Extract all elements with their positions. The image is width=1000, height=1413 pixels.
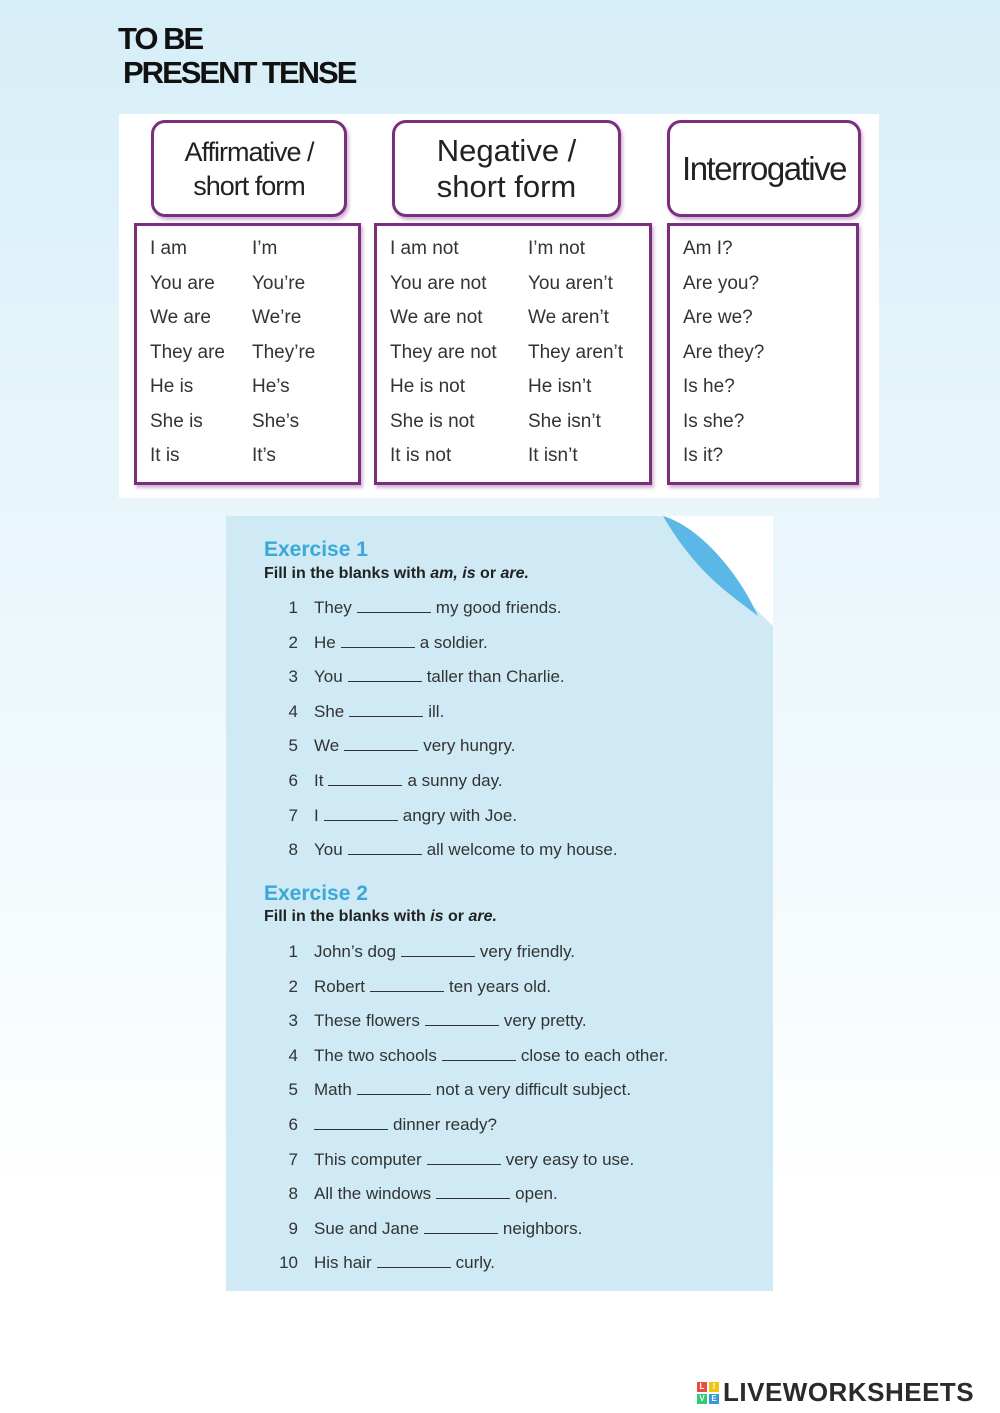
answer-blank[interactable] [348, 840, 422, 855]
exercise2-item-after: ten years old. [449, 976, 552, 996]
exercise2-item-before: All the windows [314, 1184, 432, 1204]
page-title-line2: PRESENT TENSE [123, 55, 356, 90]
interrogative-question: Is he? [683, 376, 735, 397]
exercise1-item-before: She [314, 701, 345, 721]
answer-blank[interactable] [436, 1184, 510, 1199]
affirmative-full: She is [150, 410, 203, 432]
exercise2-item-number: 5 [288, 1080, 298, 1100]
exercise2-item-sentence [314, 1253, 495, 1273]
exercise1-item-after: all welcome to my house. [426, 840, 618, 860]
negative-short: I’m not [528, 238, 586, 259]
exercise2-item-sentence [314, 1011, 587, 1031]
answer-blank[interactable] [424, 1219, 498, 1234]
negative-row [377, 342, 649, 376]
exercise2-item-sentence [314, 942, 575, 962]
negative-full: We are not [390, 307, 483, 328]
answer-blank[interactable] [425, 1011, 499, 1026]
answer-blank[interactable] [377, 1253, 451, 1268]
affirmative-box [134, 223, 361, 485]
exercise1-item-after: taller than Charlie. [426, 667, 565, 687]
exercise2-item-number: 3 [288, 1011, 298, 1031]
exercise1-instruction-words: am, is [430, 565, 476, 582]
exercise2-item-sentence [314, 1080, 631, 1100]
exercise1-item-number: 2 [288, 632, 298, 652]
negative-row [377, 238, 649, 272]
header-interrogative [667, 120, 861, 217]
exercise2-item-sentence [314, 977, 551, 997]
exercise2-item-sentence [314, 1046, 668, 1066]
exercise2-item-before: These flowers [314, 1011, 420, 1031]
affirmative-full: I am [150, 238, 187, 259]
exercise1-item-after: angry with Joe. [402, 805, 518, 825]
answer-blank[interactable] [357, 598, 431, 613]
exercise2-item-number: 7 [288, 1149, 298, 1169]
interrogative-row [670, 307, 856, 341]
exercise2-item-sentence [314, 1150, 634, 1170]
interrogative-question: Is she? [683, 410, 745, 432]
header-negative [392, 120, 621, 217]
exercise1-item-before: It [314, 771, 324, 790]
exercise1-title: Exercise 1 [264, 538, 368, 561]
answer-blank[interactable] [314, 1115, 388, 1130]
negative-row [377, 445, 649, 479]
page-curl-icon [663, 516, 773, 626]
exercise2-item-sentence [314, 1184, 558, 1204]
interrogative-row [670, 238, 856, 272]
exercise1-item-number: 6 [288, 771, 298, 790]
interrogative-row [670, 411, 856, 445]
negative-row [377, 273, 649, 307]
negative-short: She isn’t [528, 410, 601, 432]
exercise1-item-sentence [314, 598, 561, 618]
exercise2-item-after: not a very difficult subject. [435, 1080, 632, 1100]
affirmative-row [137, 445, 358, 479]
header-affirmative-line2: short form [193, 170, 305, 201]
negative-row [377, 376, 649, 410]
exercise2-item-after: very friendly. [479, 942, 576, 961]
page-title-line1: TO BE [118, 21, 203, 56]
exercise2-item-after: neighbors. [502, 1218, 583, 1238]
exercise1-item-sentence [314, 702, 444, 722]
exercise1-instruction-prefix: Fill in the blanks with [264, 565, 431, 582]
affirmative-full: We are [150, 307, 211, 328]
answer-blank[interactable] [401, 942, 475, 957]
interrogative-row [670, 445, 856, 479]
exercise1-item-after: very hungry. [423, 736, 516, 756]
exercise2-item-before: Robert [314, 976, 366, 996]
affirmative-full: He is [150, 376, 194, 397]
exercise2-item-number: 10 [279, 1253, 298, 1273]
negative-full: You are not [390, 272, 487, 294]
exercise-card [226, 516, 773, 1291]
exercise2-instruction-prefix: Fill in the blanks with [264, 908, 431, 925]
grammar-chart [119, 114, 879, 498]
exercise1-item-number: 5 [288, 736, 298, 756]
affirmative-row [137, 307, 358, 341]
exercise2-item-after: close to each other. [520, 1045, 669, 1065]
interrogative-question: Is it? [683, 445, 724, 466]
exercise2-item-before: This computer [314, 1149, 422, 1169]
answer-blank[interactable] [370, 977, 444, 992]
exercise1-instruction-mid: or [475, 565, 501, 582]
exercise1-item-before: They [314, 598, 352, 617]
negative-row [377, 307, 649, 341]
negative-full: He is not [390, 376, 465, 397]
exercise1-item-sentence [314, 667, 565, 687]
exercise2-instruction-mid: or [443, 908, 469, 925]
interrogative-row [670, 342, 856, 376]
exercise1-item-sentence [314, 736, 515, 756]
affirmative-row [137, 411, 358, 445]
exercise2-item-sentence [314, 1115, 497, 1135]
page-title [118, 22, 355, 90]
header-negative-line2: short form [436, 168, 577, 204]
affirmative-short: It’s [252, 445, 276, 466]
exercise1-item-number: 4 [288, 701, 298, 721]
exercise2-item-number: 2 [288, 976, 298, 996]
interrogative-question: Am I? [683, 238, 733, 259]
exercise2-title: Exercise 2 [264, 882, 368, 905]
liveworksheets-logo-icon: L I V E [697, 1382, 719, 1404]
negative-short: He isn’t [528, 376, 592, 397]
interrogative-row [670, 376, 856, 410]
exercise1-item-sentence [314, 633, 488, 653]
negative-box [374, 223, 652, 485]
exercise2-item-after: open. [515, 1184, 558, 1204]
exercise2-item-before: His hair [314, 1253, 372, 1273]
affirmative-full: They are [150, 341, 225, 363]
affirmative-short: I’m [252, 238, 278, 259]
answer-blank[interactable] [328, 771, 402, 786]
exercise2-item-number: 8 [288, 1184, 298, 1204]
answer-blank[interactable] [324, 806, 398, 821]
answer-blank[interactable] [442, 1046, 516, 1061]
negative-short: They aren’t [528, 341, 624, 363]
exercise2-item-before: Sue and Jane [314, 1218, 419, 1238]
exercise2-instruction-words: is [430, 908, 444, 925]
header-negative-line1: Negative / [436, 132, 577, 168]
exercise1-item-after: a soldier. [419, 632, 488, 652]
exercise2-instruction [264, 908, 497, 926]
answer-blank[interactable] [348, 667, 422, 682]
negative-full: It is not [390, 445, 452, 466]
exercise1-item-sentence [314, 840, 618, 860]
affirmative-row [137, 273, 358, 307]
affirmative-full: You are [150, 272, 215, 294]
exercise1-item-number: 7 [288, 805, 298, 825]
exercise2-item-before: The two schools [314, 1045, 437, 1065]
exercise1-item-sentence [314, 771, 503, 791]
interrogative-row [670, 273, 856, 307]
negative-full: She is not [390, 410, 475, 432]
exercise1-item-sentence [314, 806, 517, 826]
affirmative-short: They’re [252, 341, 316, 363]
answer-blank[interactable] [349, 702, 423, 717]
exercise2-item-after: very pretty. [503, 1011, 587, 1031]
exercise1-item-before: We [314, 736, 340, 756]
exercise2-item-after: very easy to use. [505, 1149, 635, 1169]
answer-blank[interactable] [427, 1150, 501, 1165]
interrogative-question: Are you? [683, 272, 760, 294]
exercise2-item-after: curly. [455, 1253, 495, 1273]
exercise1-item-before: He [314, 632, 336, 652]
affirmative-short: We’re [252, 307, 302, 328]
exercise1-item-after: a sunny day. [407, 771, 503, 790]
interrogative-question: Are they? [683, 341, 765, 363]
affirmative-short: You’re [252, 272, 306, 294]
negative-full: They are not [390, 341, 497, 363]
affirmative-full: It is [150, 445, 180, 466]
answer-blank[interactable] [357, 1080, 431, 1095]
affirmative-row [137, 342, 358, 376]
negative-short: We aren’t [528, 307, 609, 328]
negative-short: You aren’t [528, 272, 613, 294]
header-interrogative-label: Interrogative [682, 149, 846, 187]
exercise1-item-after: ill. [428, 701, 445, 721]
exercise2-item-number: 9 [288, 1218, 298, 1238]
liveworksheets-logo [697, 1377, 974, 1408]
negative-short: It isn’t [528, 445, 578, 466]
exercise2-item-number: 4 [288, 1045, 298, 1065]
exercise1-item-before: I [314, 805, 319, 825]
negative-full: I am not [390, 238, 459, 259]
header-affirmative-line1: Affirmative / [184, 136, 314, 167]
negative-row [377, 411, 649, 445]
exercise2-item-after: dinner ready? [393, 1115, 497, 1134]
affirmative-short: She’s [252, 410, 300, 432]
answer-blank[interactable] [344, 736, 418, 751]
header-affirmative [151, 120, 347, 217]
exercise2-item-number: 6 [288, 1115, 298, 1134]
exercise2-item-number: 1 [288, 942, 298, 961]
liveworksheets-logo-text: LIVEWORKSHEETS [723, 1377, 975, 1407]
interrogative-box [667, 223, 859, 485]
exercise1-item-before: You [314, 840, 343, 860]
exercise1-item-after: my good friends. [435, 598, 562, 617]
affirmative-row [137, 376, 358, 410]
exercise2-item-before: Math [314, 1080, 352, 1100]
interrogative-question: Are we? [683, 307, 753, 328]
exercise1-instruction-last: are. [500, 565, 529, 582]
affirmative-short: He’s [252, 376, 290, 397]
exercise1-item-number: 8 [288, 840, 298, 860]
exercise1-item-number: 3 [288, 667, 298, 687]
exercise1-item-number: 1 [288, 598, 298, 617]
answer-blank[interactable] [341, 633, 415, 648]
exercise1-item-before: You [314, 667, 343, 687]
exercise2-instruction-last: are. [468, 908, 497, 925]
exercise2-item-sentence [314, 1219, 582, 1239]
affirmative-row [137, 238, 358, 272]
exercise1-instruction [264, 565, 529, 583]
exercise2-item-before: John’s dog [314, 942, 396, 961]
